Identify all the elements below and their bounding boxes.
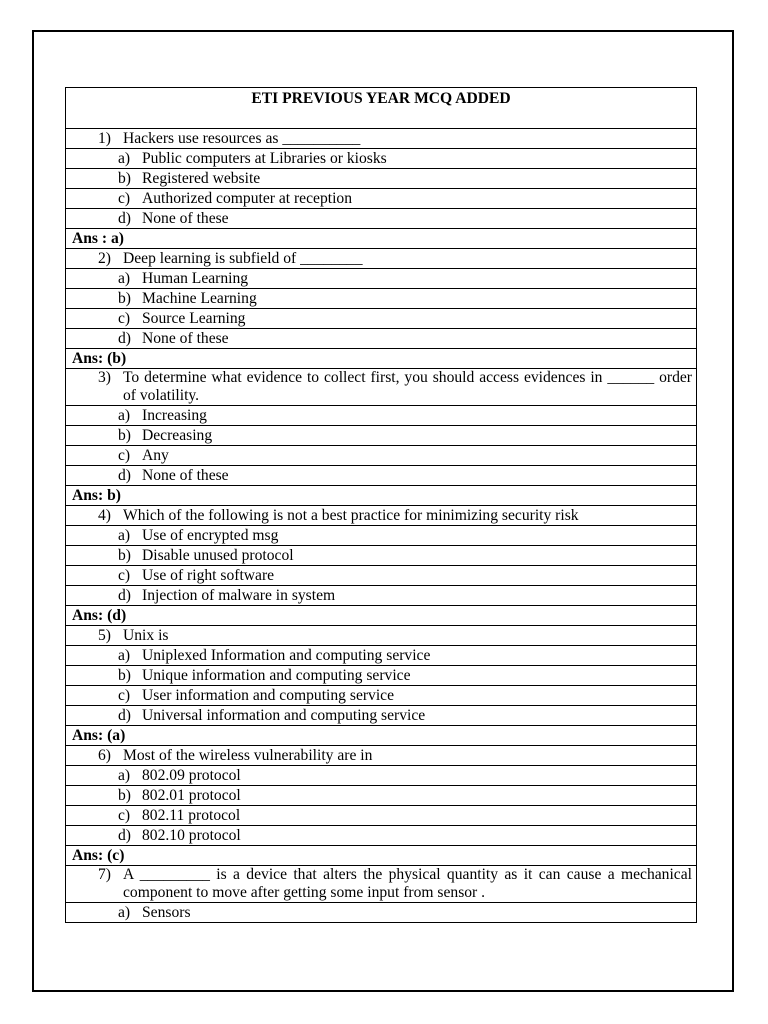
option-text: Universal information and computing service (142, 706, 426, 724)
option-text: 802.09 protocol (142, 766, 241, 784)
option-row (66, 269, 697, 289)
option-row (66, 209, 697, 229)
title-row (66, 88, 697, 129)
option-text: None of these (142, 466, 229, 484)
option-letter: d) (118, 826, 131, 844)
option-letter: b) (118, 666, 131, 684)
answer-text: Ans: b) (66, 486, 697, 506)
option-row (66, 686, 697, 706)
answer-row (66, 846, 697, 866)
option-text: Human Learning (142, 269, 249, 287)
answer-text: Ans: (c) (66, 846, 697, 866)
option-row (66, 806, 697, 826)
option-letter: b) (118, 786, 131, 804)
option-letter: b) (118, 169, 131, 187)
option-row (66, 446, 697, 466)
question-row (66, 129, 697, 149)
option-letter: c) (118, 309, 131, 327)
answer-row (66, 229, 697, 249)
answer-text: Ans: (b) (66, 349, 697, 369)
option-row (66, 766, 697, 786)
option-letter: a) (118, 646, 131, 664)
question-text: Most of the wireless vulnerability are in (123, 746, 373, 764)
option-letter: b) (118, 426, 131, 444)
question-text: To determine what evidence to collect first, you should access evidences in ______ order of volatility. (123, 369, 692, 404)
option-row (66, 666, 697, 686)
option-row (66, 566, 697, 586)
option-letter: c) (118, 446, 131, 464)
question-number: 1) (98, 129, 111, 147)
option-text: None of these (142, 209, 229, 227)
option-letter: a) (118, 766, 131, 784)
option-text: Uniplexed Information and computing service (142, 646, 431, 664)
option-text: Increasing (142, 406, 207, 424)
option-text: Sensors (142, 903, 191, 921)
option-row (66, 426, 697, 446)
option-letter: a) (118, 269, 131, 287)
option-text: None of these (142, 329, 229, 347)
question-row (66, 746, 697, 766)
option-letter: a) (118, 149, 131, 167)
option-text: Injection of malware in system (142, 586, 336, 604)
option-text: Registered website (142, 169, 261, 187)
option-letter: a) (118, 526, 131, 544)
mcq-table (65, 87, 697, 923)
option-row (66, 406, 697, 426)
question-row (66, 249, 697, 269)
option-row (66, 309, 697, 329)
option-letter: c) (118, 189, 131, 207)
question-number: 5) (98, 626, 111, 644)
option-letter: d) (118, 209, 131, 227)
option-letter: c) (118, 806, 131, 824)
answer-text: Ans: (d) (66, 606, 697, 626)
answer-text: Ans : a) (66, 229, 697, 249)
document-title: ETI PREVIOUS YEAR MCQ ADDED (66, 88, 697, 129)
option-text: Source Learning (142, 309, 246, 327)
option-row (66, 786, 697, 806)
question-number: 7) (98, 866, 111, 883)
option-text: Unique information and computing service (142, 666, 411, 684)
option-letter: d) (118, 586, 131, 604)
option-letter: d) (118, 706, 131, 724)
option-text: User information and computing service (142, 686, 395, 704)
option-row (66, 903, 697, 923)
option-text: Use of encrypted msg (142, 526, 279, 544)
option-letter: b) (118, 289, 131, 307)
option-letter: b) (118, 546, 131, 564)
question-row (66, 506, 697, 526)
option-row (66, 169, 697, 189)
question-number: 4) (98, 506, 111, 524)
option-row (66, 329, 697, 349)
answer-row (66, 726, 697, 746)
option-row (66, 706, 697, 726)
option-letter: d) (118, 329, 131, 347)
option-row (66, 586, 697, 606)
option-row (66, 526, 697, 546)
answer-row (66, 486, 697, 506)
question-text: Unix is (123, 626, 169, 644)
option-letter: a) (118, 903, 131, 921)
option-row (66, 149, 697, 169)
question-text: Deep learning is subfield of ________ (123, 249, 363, 267)
option-letter: a) (118, 406, 131, 424)
question-number: 3) (98, 369, 111, 386)
option-row (66, 289, 697, 309)
option-text: Machine Learning (142, 289, 257, 307)
option-text: Disable unused protocol (142, 546, 294, 564)
answer-row (66, 349, 697, 369)
option-letter: c) (118, 566, 131, 584)
answer-row (66, 606, 697, 626)
option-text: Decreasing (142, 426, 213, 444)
option-row (66, 646, 697, 666)
question-number: 6) (98, 746, 111, 764)
option-text: 802.11 protocol (142, 806, 241, 824)
question-row (66, 369, 697, 406)
question-text: A _________ is a device that alters the physical quantity as it can cause a mechanical component to move after getting some input from sensor . (123, 866, 692, 901)
option-text: 802.01 protocol (142, 786, 241, 804)
option-row (66, 546, 697, 566)
option-row (66, 189, 697, 209)
option-letter: d) (118, 466, 131, 484)
option-text: Authorized computer at reception (142, 189, 352, 207)
option-text: 802.10 protocol (142, 826, 241, 844)
question-row (66, 626, 697, 646)
option-row (66, 826, 697, 846)
option-row (66, 466, 697, 486)
question-row (66, 866, 697, 903)
option-text: Public computers at Libraries or kiosks (142, 149, 387, 167)
option-text: Any (142, 446, 169, 464)
question-text: Hackers use resources as __________ (123, 129, 361, 147)
question-number: 2) (98, 249, 111, 267)
option-letter: c) (118, 686, 131, 704)
question-text: Which of the following is not a best practice for minimizing security risk (123, 506, 579, 524)
option-text: Use of right software (142, 566, 275, 584)
answer-text: Ans: (a) (66, 726, 697, 746)
